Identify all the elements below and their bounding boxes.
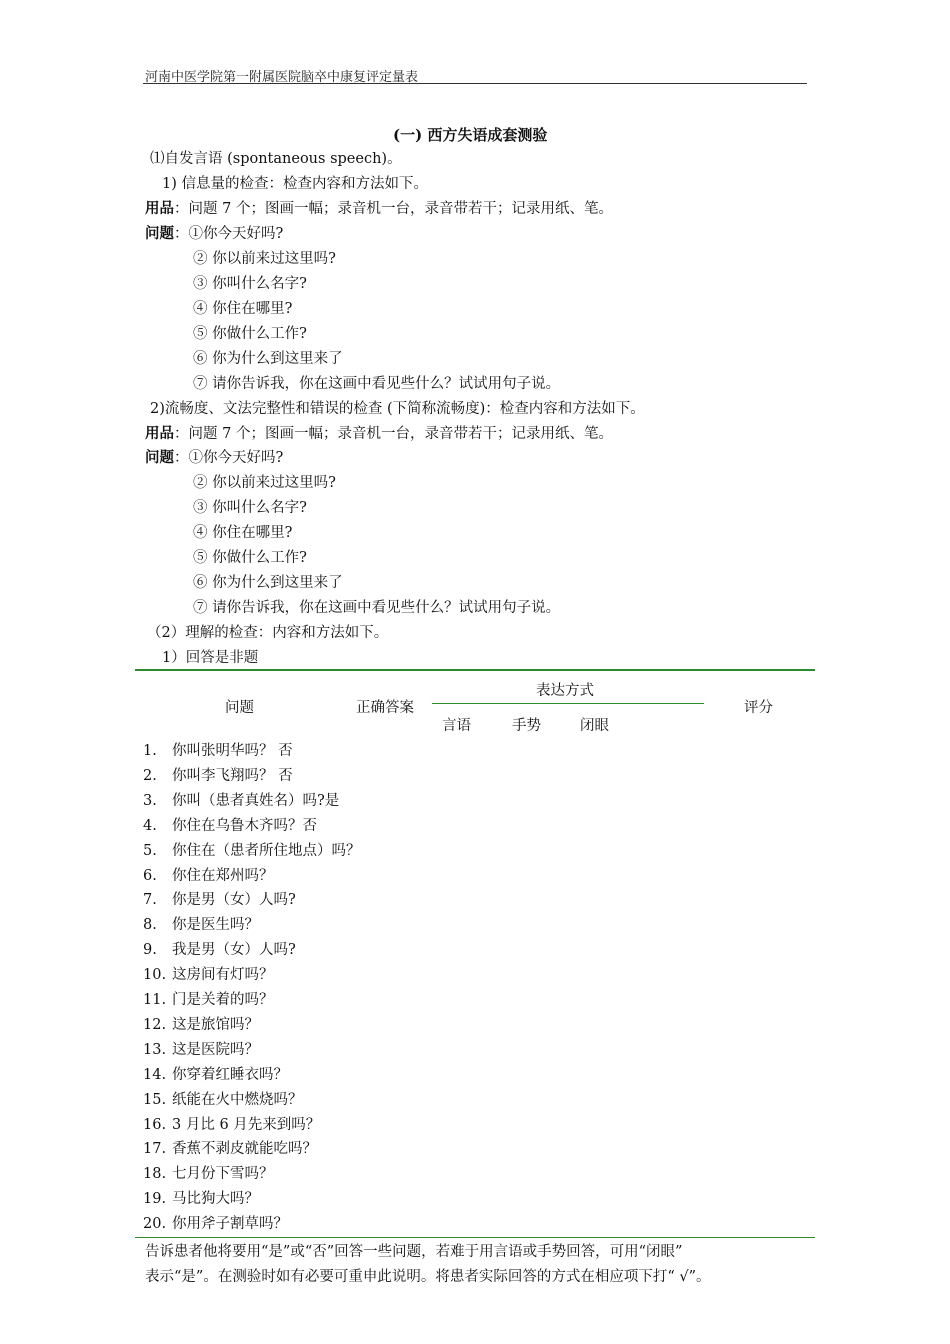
row-question: 七月份下雪吗？	[172, 1166, 274, 1183]
sub-speech-header: 言语	[442, 718, 471, 734]
section1-sub2: 2)流畅度、文法完整性和错误的检查 (下简称流畅度)：检查内容和方法如下。	[150, 401, 645, 417]
questions-label: 问题	[145, 449, 174, 466]
question-1: ：①你今天好吗?	[174, 450, 284, 466]
row-question: 这房间有灯吗？	[172, 967, 274, 984]
row-number: 5.	[143, 842, 157, 859]
row-number: 9.	[143, 942, 157, 959]
question-item: ② 你以前来过这里吗?	[193, 251, 336, 267]
tools-text: ：问题 7 个；图画一幅；录音机一台，录音带若干；记录用纸、笔。	[174, 426, 613, 442]
question-item: ⑤ 你做什么工作?	[193, 326, 307, 342]
row-question: 你叫张明华吗？ 否	[172, 743, 293, 759]
questions-label: 问题	[145, 225, 174, 242]
questions-line-1	[145, 224, 283, 244]
row-question: 你住在乌鲁木齐吗？否	[172, 817, 317, 834]
question-item: ② 你以前来过这里吗?	[193, 475, 336, 491]
page-header: 河南中医学院第一附属医院脑卒中康复评定量表	[145, 70, 419, 85]
row-number: 18.	[143, 1166, 167, 1183]
question-1: ：①你今天好吗?	[174, 226, 284, 242]
row-number: 10.	[143, 967, 167, 984]
header-rule	[143, 83, 807, 84]
row-number: 6.	[143, 867, 157, 884]
col-question-header: 问题	[225, 700, 254, 716]
row-number: 3.	[143, 792, 157, 809]
row-question: 你是男（女）人吗?	[172, 892, 296, 909]
row-number: 15.	[143, 1091, 167, 1108]
col-score-header: 评分	[744, 700, 773, 716]
row-number: 19.	[143, 1191, 167, 1208]
tools-label: 用品	[145, 425, 174, 442]
sub-gesture-header: 手势	[512, 718, 541, 734]
question-item: ③ 你叫什么名字?	[193, 276, 307, 292]
table-top-rule	[135, 669, 815, 671]
row-question: 这是旅馆吗？	[172, 1016, 259, 1033]
footer-note-line1: 告诉患者他将要用“是”或“否”回答一些问题，若难于用言语或手势回答，可用“闭眼”	[145, 1244, 683, 1260]
expression-subrule	[432, 703, 704, 704]
row-question: 你用斧子割草吗？	[172, 1216, 288, 1233]
tools-label: 用品	[145, 200, 174, 217]
question-item: ⑥ 你为什么到这里来了	[193, 575, 343, 591]
footer-note-line2: 表示“是”。在测验时如有必要可重申此说明。将患者实际回答的方式在相应项下打“ √”。	[145, 1269, 711, 1285]
question-item: ③ 你叫什么名字?	[193, 500, 307, 516]
section2-sub1: 1）回答是非题	[162, 650, 259, 666]
question-item: ⑥ 你为什么到这里来了	[193, 351, 343, 367]
row-number: 14.	[143, 1066, 167, 1083]
row-question: 门是关着的吗？	[172, 992, 274, 1008]
row-question: 你住在（患者所住地点）吗？	[172, 842, 361, 859]
row-number: 20.	[143, 1216, 167, 1233]
row-number: 13.	[143, 1041, 167, 1058]
row-number: 8.	[143, 917, 157, 934]
row-question: 你住在郑州吗？	[172, 867, 274, 884]
row-number: 7.	[143, 892, 157, 909]
row-question: 纸能在火中燃烧吗？	[172, 1091, 303, 1108]
row-question: 香蕉不剥皮就能吃吗？	[172, 1141, 317, 1158]
col-expression-header: 表达方式	[536, 683, 594, 699]
question-item: ⑦ 请你告诉我，你在这画中看见些什么？试试用句子说。	[193, 376, 561, 392]
row-question: 你是医生吗？	[172, 917, 259, 934]
section1-sub1: 1) 信息量的检查：检查内容和方法如下。	[162, 176, 428, 192]
row-number: 4.	[143, 817, 157, 834]
row-question: 这是医院吗？	[172, 1041, 259, 1058]
row-question: 你穿着红睡衣吗？	[172, 1066, 288, 1083]
question-item: ⑤ 你做什么工作?	[193, 550, 307, 566]
row-number: 12.	[143, 1016, 167, 1033]
row-number: 11.	[143, 992, 167, 1008]
row-question: 我是男（女）人吗?	[172, 942, 296, 959]
tools-line-2	[145, 424, 613, 444]
row-number: 2.	[143, 767, 157, 784]
row-question: 马比狗大吗？	[172, 1191, 259, 1208]
section2-heading: （2）理解的检查：内容和方法如下。	[147, 625, 389, 641]
tools-line-1	[145, 199, 613, 219]
sub-eyes-header: 闭眼	[580, 718, 609, 734]
row-question: 你叫（患者真姓名）吗?是	[172, 792, 340, 809]
questions-line-2	[145, 448, 283, 468]
row-question: 3 月比 6 月先来到吗？	[172, 1116, 321, 1133]
question-item: ④ 你住在哪里?	[193, 525, 293, 541]
section1-heading: ⑴自发言语 (spontaneous speech)。	[150, 151, 402, 167]
question-item: ④ 你住在哪里?	[193, 301, 293, 317]
row-number: 16.	[143, 1116, 167, 1133]
document-title: (一) 西方失语成套测验	[393, 126, 548, 144]
question-item: ⑦ 请你告诉我，你在这画中看见些什么？试试用句子说。	[193, 600, 561, 616]
tools-text: ：问题 7 个；图画一幅；录音机一台，录音带若干；记录用纸、笔。	[174, 201, 613, 217]
row-number: 17.	[143, 1141, 167, 1158]
row-number: 1.	[143, 743, 157, 759]
row-question: 你叫李飞翔吗？ 否	[172, 767, 293, 784]
table-bottom-rule	[135, 1237, 815, 1238]
col-answer-header: 正确答案	[356, 700, 414, 716]
